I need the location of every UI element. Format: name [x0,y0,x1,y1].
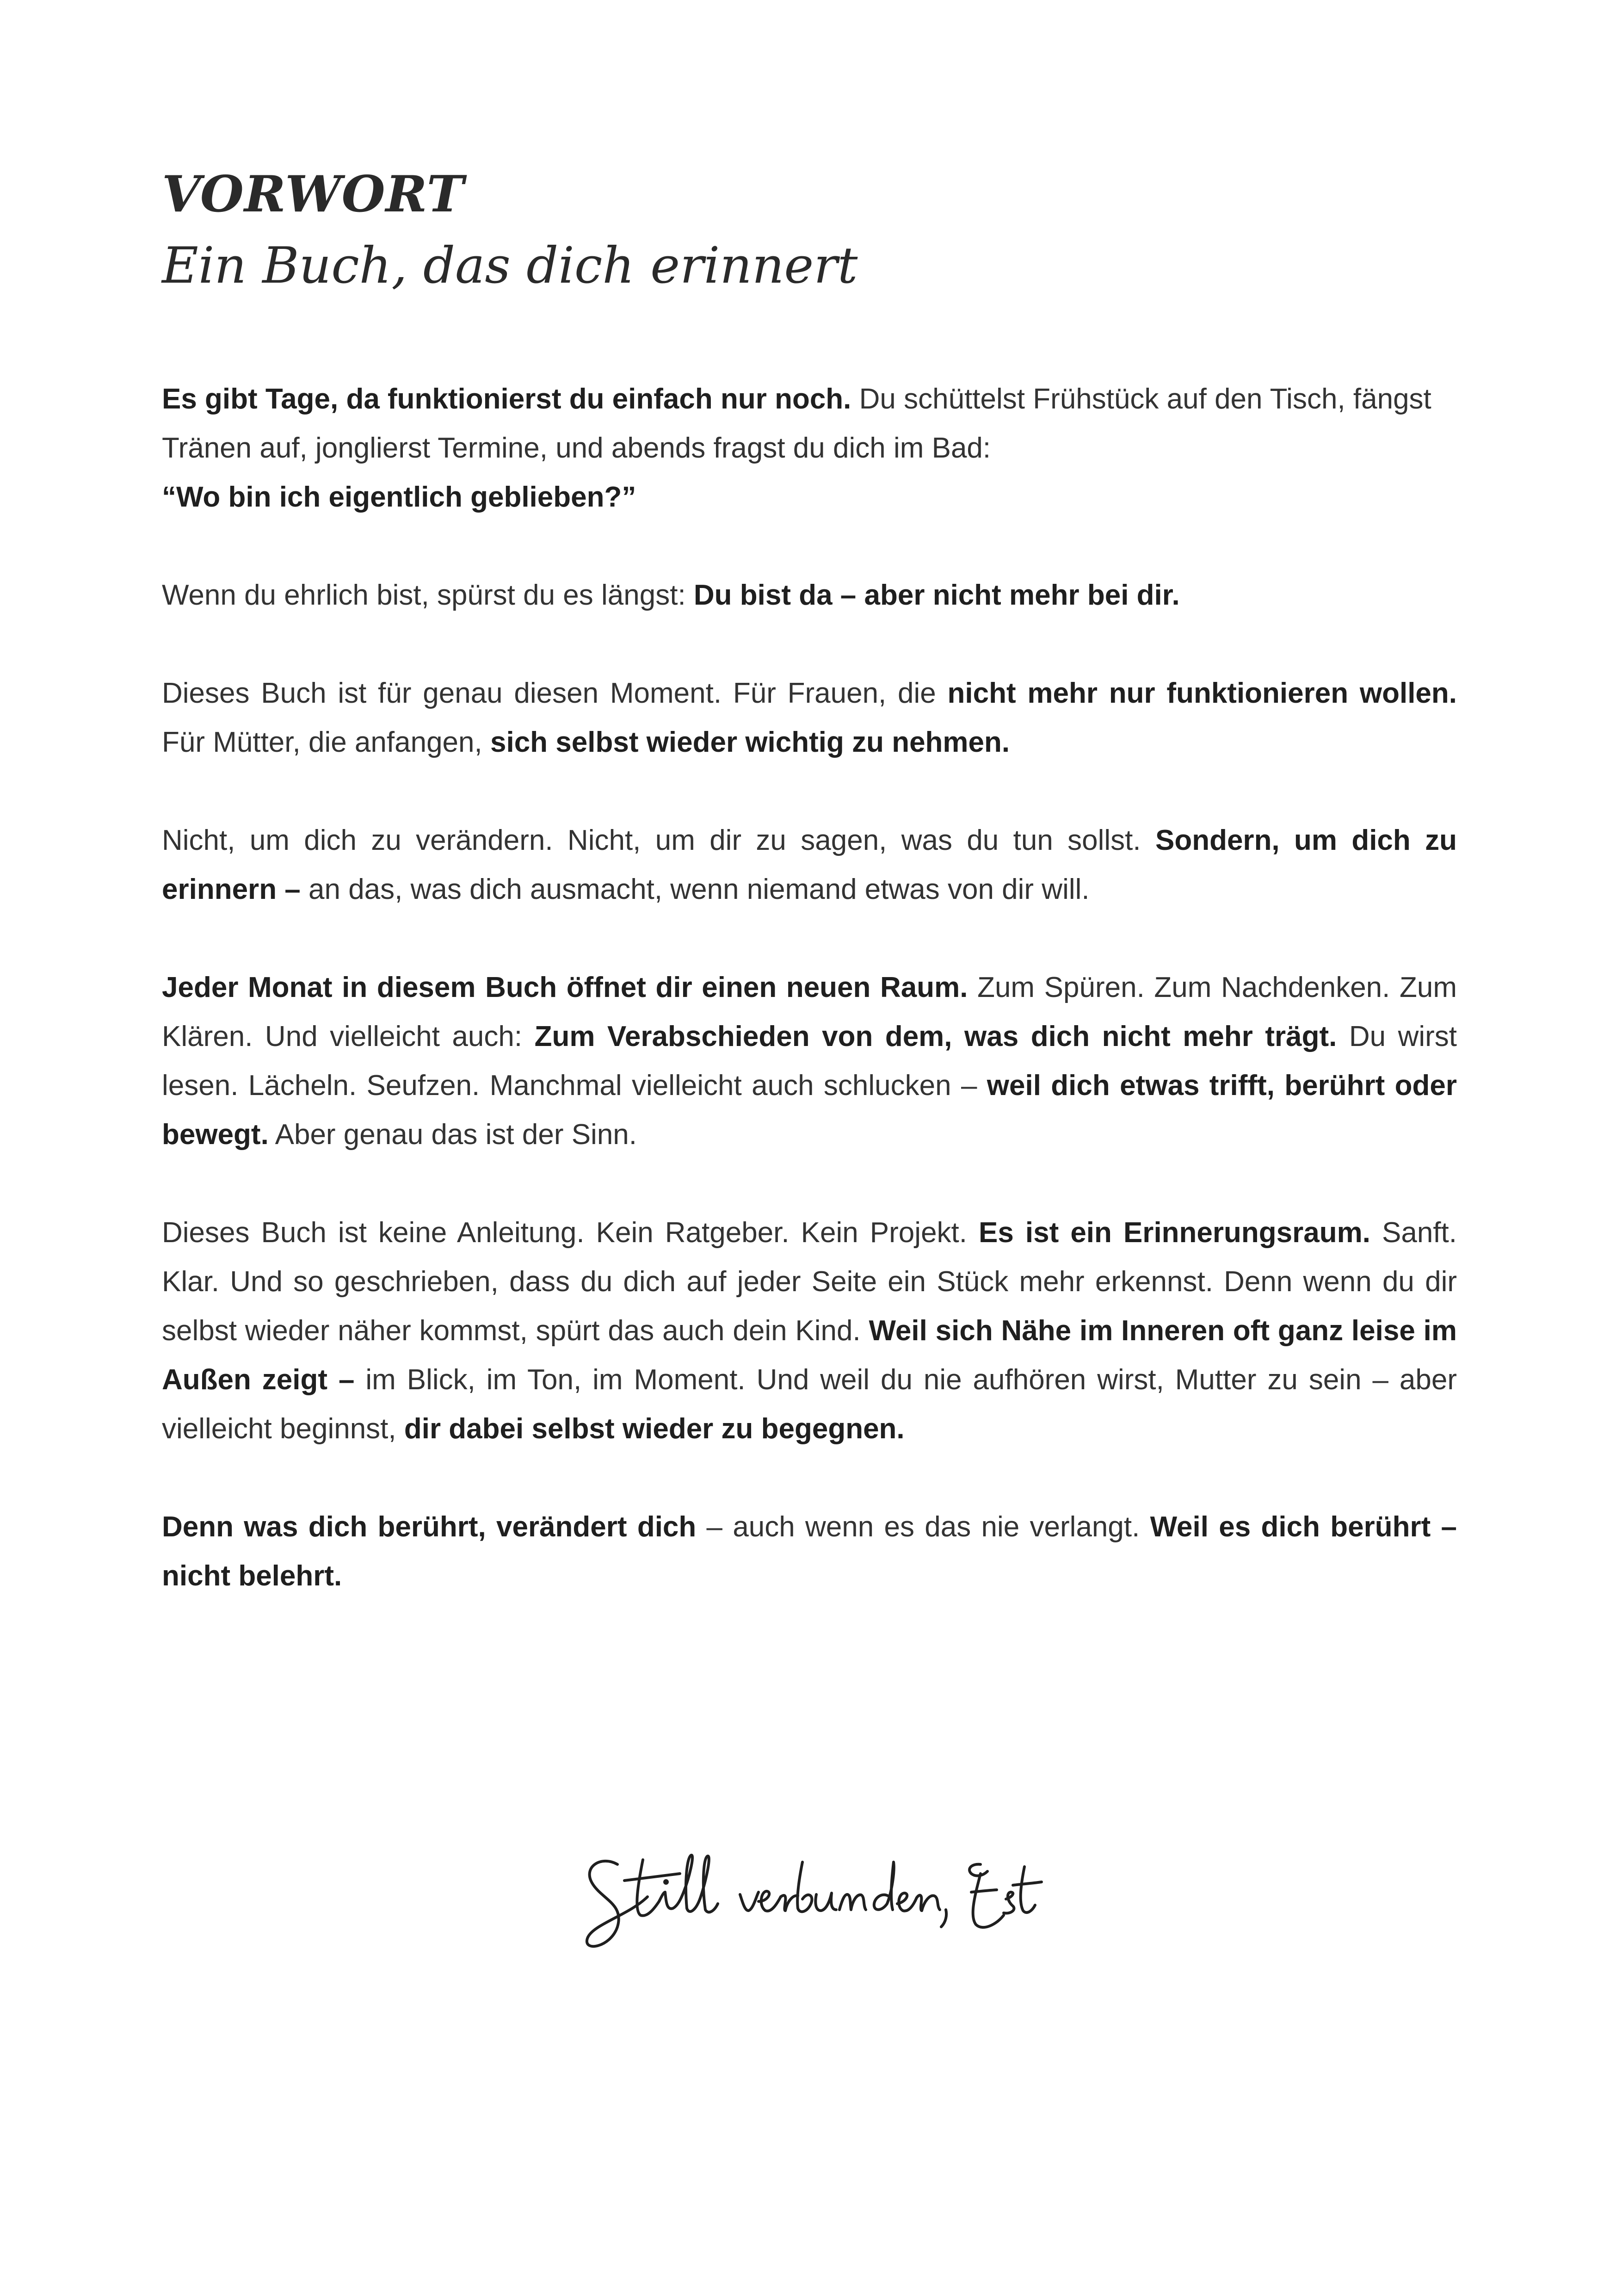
body-text: Du schüttelst Frühstück auf den Tisch, fängst Tränen auf, jonglierst Termine, und abends fragst du dich im Bad: [162,383,1431,464]
paragraph-6 [162,1208,1457,1454]
emphasis-text: Jeder Monat in diesem Buch öffnet dir einen neuen Raum. [162,972,968,1003]
page-heading [162,162,857,305]
page-subtitle: Ein Buch, das dich erinnert [162,237,858,295]
document-page [162,0,1457,2296]
emphasis-text: Denn was dich berührt, verändert dich [162,1511,697,1543]
body-text: – auch wenn es das nie verlangt. [696,1511,1150,1543]
body-text: im Blick, im Ton, im Moment. Und weil du nie aufhören wirst, Mutter zu sein – aber vielleicht beginnst, [162,1364,1457,1445]
body-text: an das, was dich ausmacht, wenn niemand etwas von dir will. [300,873,1090,905]
emphasis-text: Weil es dich berührt – nicht belehrt. [162,1511,1457,1592]
body-text: Wenn du ehrlich bist, spürst du es längst: [162,579,694,611]
body-text: Nicht, um dich zu verändern. Nicht, um dir zu sagen, was du tun sollst. [162,824,1155,856]
paragraph-5 [162,963,1457,1159]
foreword-body [162,375,1457,1650]
emphasis-text: Zum Verabschieden von dem, was dich nicht mehr trägt. [534,1021,1337,1052]
body-text: Für Mütter, die anfangen, [162,726,490,758]
emphasis-text: Es gibt Tage, da funktionierst du einfach nur noch. [162,383,851,415]
emphasis-text: Es ist ein Erinnerungsraum. [979,1217,1370,1249]
emphasis-text: Sondern, um dich zu erinnern – [162,824,1457,905]
paragraph-2 [162,571,1457,620]
handwritten-signature [162,1846,1457,1968]
emphasis-text: Weil sich Nähe im Inneren oft ganz leise im Außen zeigt – [162,1315,1457,1396]
paragraph-3 [162,669,1457,767]
emphasis-text: dir dabei selbst wieder zu begegnen. [404,1413,905,1445]
body-text: Dieses Buch ist keine Anleitung. Kein Ratgeber. Kein Projekt. [162,1217,979,1249]
body-text: Dieses Buch ist für genau diesen Moment. Für Frauen, die [162,677,948,709]
paragraph-7 [162,1503,1457,1601]
page-title: VORWORT [162,165,464,223]
paragraph-4 [162,816,1457,914]
emphasis-text: nicht mehr nur funktionieren wollen. [947,677,1457,709]
emphasis-quote: “Wo bin ich eigentlich geblieben?” [162,481,636,513]
signature-image [574,1846,1045,1966]
emphasis-text: weil dich etwas trifft, berührt oder bewegt. [162,1070,1457,1151]
paragraph-1 [162,375,1457,522]
body-text: Aber genau das ist der Sinn. [268,1119,637,1151]
body-text: Sanft. Klar. Und so geschrieben, dass du dich auf jeder Seite ein Stück mehr erkennst. Denn wenn du dir selbst wieder näher kommst, spürt das auch dein Kind. [162,1217,1457,1347]
body-text: Zum Spüren. Zum Nachdenken. Zum Klären. Und vielleicht auch: [162,972,1457,1052]
body-text: Du wirst lesen. Lächeln. Seufzen. Manchmal vielleicht auch schlucken – [162,1021,1457,1102]
emphasis-text: sich selbst wieder wichtig zu nehmen. [490,726,1010,758]
emphasis-text: Du bist da – aber nicht mehr bei dir. [693,579,1180,611]
